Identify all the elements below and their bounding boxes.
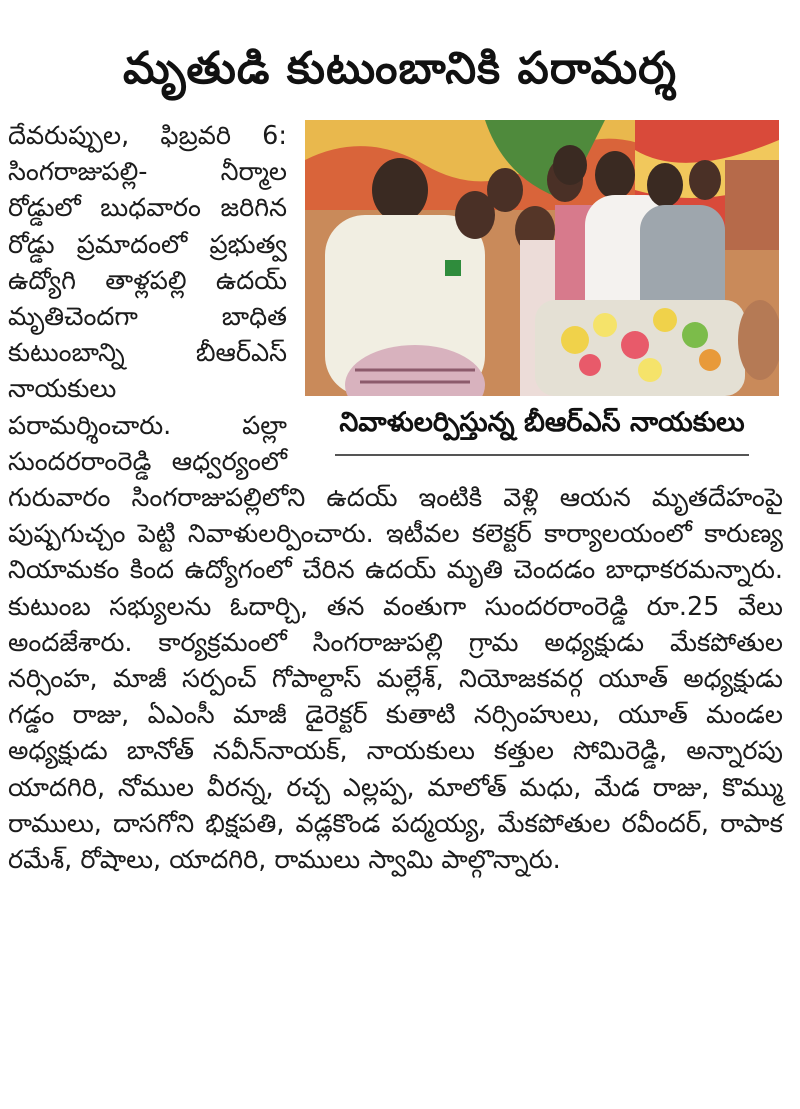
photo-caption: నివాళులర్పిస్తున్న బీఆర్ఎస్ నాయకులు [339,407,745,438]
headline: మృతుడి కుటుంబానికి పరామర్శ [123,43,677,94]
caption-underline-rule [335,454,749,456]
news-photo-figure [305,120,783,462]
article-text: సింగరాజుపల్లి- నీర్మాల రోడ్డులో బుధవారం జరిగిన రోడ్డు ప్రమాదంలో ప్రభుత్వ ఉద్యోగి తాళ్లపల్లి ఉదయ్ మృతిచెందగా బాధిత కుటుంబాన్ని బీఆర్ఎస్ నాయకులు పరామర్శించారు. పల్లా సుందరరాంరెడ్డి ఆధ్వర్యంలో గురువారం సింగరాజుపల్లిలోని ఉదయ్ ఇంటికి వెళ్లి ఆయన మృతదేహంపై పుష్పగుచ్చం పెట్టి నివాళులర్పించారు. ఇటీవల కలెక్టర్ కార్యాలయంలో కారుణ్య నియామకం కింద ఉద్యోగంలో చేరిన ఉదయ్ మృతి చెందడం బాధాకరమన్నారు. కుటుంబ సభ్యులను ఓదార్చి, తన వంతుగా సుందరరాంరెడ్డి రూ.25 వేలు అందజేశారు. కార్యక్రమంలో సింగరాజుపల్లి గ్రామ అధ్యక్షుడు మేకపోతుల నర్సింహ, మాజీ సర్పంచ్ గోపాల్దాస్ మల్లేశ్, నియోజకవర్గ యూత్ అధ్యక్షుడు గడ్డం రాజు, ఏఎంసీ మాజీ డైరెక్టర్ కుతాటి నర్సింహులు, యూత్ మండల అధ్యక్షుడు బానోత్ నవీన్‌నాయక్, నాయకులు కత్తుల సోమిరెడ్డి, అన్నారపు యాదగిరి, నోముల వీరన్న, రచ్చ ఎల్లప్ప, మాలోత్ మధు, మేడ రాజు, కొమ్ము రాములు, దాసగోని భిక్షపతి, వడ్లకొండ పద్మయ్య, మేకపోతుల రవీందర్, రాపాక రమేశ్, రోషాలు, యాదగిరి, రాములు స్వామి పాల్గొన్నారు. [8,157,783,876]
dateline: దేవరుప్పుల, ఫిబ్రవరి 6: [8,121,287,151]
mourning-scene-image [305,120,779,396]
article-body [8,118,783,878]
news-photo [305,120,779,396]
cropped-previous-article-line [0,0,800,26]
